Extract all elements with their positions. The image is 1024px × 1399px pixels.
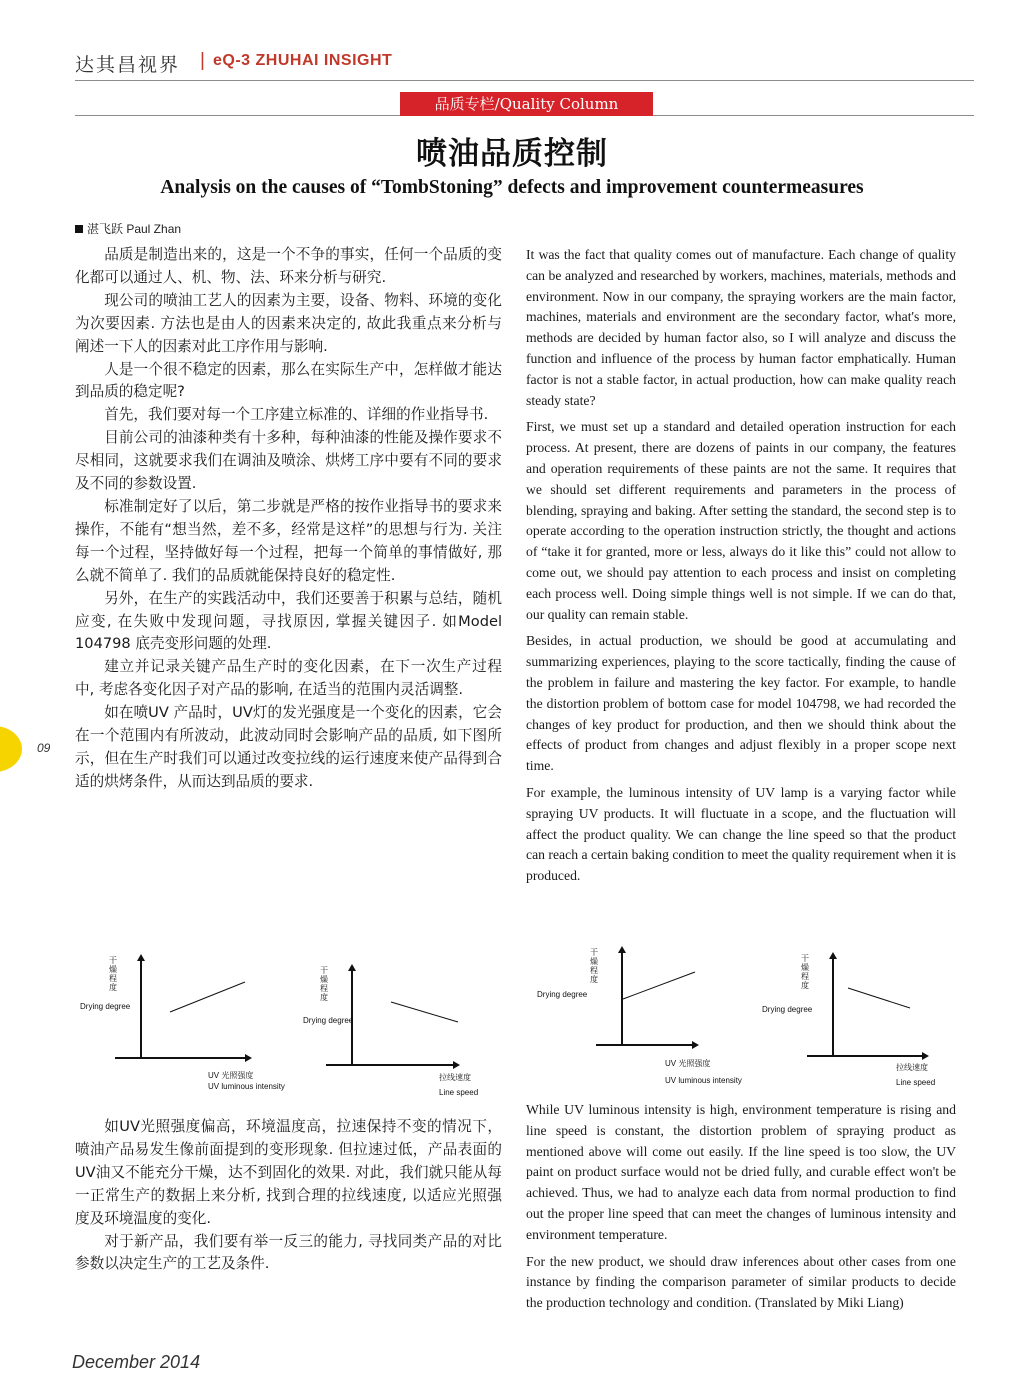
cn-paragraph: 现公司的喷油工艺人的因素为主要，设备、物料、环境的变化为次要因素. 方法也是由人的因素来决定的, 故此我重点来分析与阐述一下人的因素对此工序作用与影响. [75,291,502,355]
en-column-top [526,245,956,893]
chart-xlabel-cn: UV 光照强度 [208,1071,254,1080]
issue-date: December 2014 [72,1352,201,1372]
page-tab-marker [0,726,22,772]
chart-speed-vs-drying-left [303,962,488,1114]
cn-paragraph: 品质是制造出来的，这是一个不争的事实，任何一个品质的变化都可以通过人、机、物、法、环来分析与研究. [75,246,502,286]
en-paragraph: For the new product, we should draw inferences about other cases from one instance by finding the comparison parameter of similar products to decide the production technology and condition. (Translated by Miki Liang) [526,1253,956,1311]
author-byline [75,220,181,237]
chart-ylabel-cn: 干燥程度 [109,956,117,992]
chart-ylabel-en: Drying degree [762,1005,813,1014]
chart-ylabel-cn: 干燥程度 [590,948,598,984]
en-paragraph: While UV luminous intensity is high, environment temperature is rising and line speed is constant, the distortion problem of spraying product as mentioned above will come out easily. If the line speed is too slow, the UV paint on product surface would not be dried fully, and curable effect won't be achieved. Thus, we had to analyze each data from normal production to find out the proper line speed that can meet the changes of luminous intensity and environment temperature. [526,1102,956,1242]
chart-xlabel-cn: 拉线速度 [439,1073,471,1082]
header-separator: | [200,50,205,71]
magazine-name-cn: 达其昌视界 [75,54,181,76]
cn-paragraph: 首先，我们要对每一个工序建立标准的、详细的作业指导书. [104,406,489,424]
cn-paragraph: 另外，在生产的实践活动中，我们还要善于积累与总结，随机应变, 在失败中发现问题，寻找原因, 掌握关键因子. 如Model 104798 底壳变形问题的处理. [75,589,502,653]
chart-speed-vs-drying-right [762,950,957,1105]
column-banner: 品质专栏/Quality Column [400,92,653,116]
cn-paragraph: 如UV光照强度偏高，环境温度高，拉速保持不变的情况下，喷油产品易发生像前面提到的变形现象. 但拉速过低，产品表面的UV油又不能充分干燥，达不到固化的效果. 对此，我们就只能从每一正常生产的数据上来分析, 找到合理的拉线速度, 以适应光照强度及环境温度的变化. [75,1118,502,1227]
cn-paragraph: 对于新产品，我们要有举一反三的能力, 寻找同类产品的对比参数以决定生产的工艺及条件. [75,1232,502,1273]
cn-paragraph: 标准制定好了以后，第二步就是严格的按作业指导书的要求来操作，不能有“想当然，差不多，经常是这样”的思想与行为. 关注每一个过程，坚持做好每一个过程，把每一个简单的事情做好, 那么就不简单了. 我们的品质就能保持良好的稳定性. [75,497,502,584]
cn-paragraph: 人是一个很不稳定的因素，那么在实际生产中，怎样做才能达到品质的稳定呢? [75,360,502,401]
chart-trend-line [170,982,245,1012]
chart-ylabel-en: Drying degree [303,1016,354,1025]
chart-xlabel-en: Line speed [439,1088,479,1097]
chart-xlabel-cn: UV 光照强度 [665,1059,711,1068]
cn-column-top [75,244,502,794]
chart-ylabel-en: Drying degree [80,1002,131,1011]
chart-trend-line [391,1002,458,1022]
article-title-en: Analysis on the causes of “TombStoning” defects and improvement countermeasures [160,177,864,198]
chart-ylabel-cn: 干燥程度 [801,954,809,990]
chart-trend-line [623,972,695,999]
en-paragraph: It was the fact that quality comes out of manufacture. Each change of quality can be analyzed and researched by workers, machines, materials, methods and environment. Now in our company, the spraying workers are the main factor, machines, materials and environment are the secondary factor, what's more, methods are decided by human factor also, so I will analyze and discuss the function and influence of the process by human factor emphatically. Human factor is not a stable factor, in actual production, how can make quality reach steady state? [526,247,956,408]
chart-uv-vs-drying-right [537,944,742,1094]
cn-paragraph: 建立并记录关键产品生产时的变化因素，在下一次生产过程中, 考虑各变化因子对产品的影响, 在适当的范围内灵活调整. [75,658,502,699]
bullet-square-icon [75,225,83,233]
chart-xlabel-en: UV luminous intensity [208,1082,285,1091]
en-paragraph: For example, the luminous intensity of UV lamp is a varying factor while spraying UV products. It will fluctuate in a scope, and the fluctuation will affect the product quality. We can change the line speed so that the product can reach a certain baking condition to meet the quality requirement when it is produced. [526,784,956,884]
chart-trend-line [848,988,910,1008]
magazine-name-en: eQ-3 ZHUHAI INSIGHT [213,52,393,69]
en-column-bottom [526,1100,956,1320]
chart-ylabel-en: Drying degree [537,990,588,999]
en-paragraph: Besides, in actual production, we should be good at accumulating and summarizing experiences, playing to the score tactically, finding the cause of the problem in failure and mastering the key factor. For example, to handle the distortion problem of bottom case for model 104798, we had recorded the changes of key product for production, and then we should think about the effects of product from changes and adjust flexibly in a proper scope next time. [526,633,956,774]
chart-ylabel-cn: 干燥程度 [320,966,328,1002]
en-paragraph: First, we must set up a standard and detailed operation instruction for each process. At present, there are dozens of paints in our company, the features and operation requirements of these paints are not the same. It requires that we should set different requirements and parameters in the process of blending, spraying and baking. After setting the standard, the second step is to operate according to the operation instruction strictly, the thought and actions of “take it for granted, more or less, always do it like this” could not allow to come out, we should pay attention to each process and insist on completing each process well. Doing simple things well is not simple. If we can do that, our quality can remain stable. [526,419,956,622]
chart-plot-area [303,962,488,1114]
chart-plot-area [537,944,727,1094]
page-number: 09 [37,741,51,755]
cn-paragraph: 如在喷UV 产品时，UV灯的发光强度是一个变化的因素，它会在一个范围内有所波动，此波动同时会影响产品的品质, 如下图所示，但在生产时我们可以通过改变拉线的运行速度来使产品得到合适的烘烤条件，从而达到品质的要求. [75,704,502,790]
chart-plot-area [762,950,957,1105]
author-name: 湛飞跃 Paul Zhan [87,222,182,236]
chart-uv-vs-drying-left [80,952,285,1107]
cn-paragraph: 目前公司的油漆种类有十多种，每种油漆的性能及操作要求不尽相同，这就要求我们在调油及喷涂、烘烤工序中要有不同的要求及不同的参数设置. [75,429,502,493]
chart-xlabel-cn: 拉线速度 [896,1063,928,1072]
chart-xlabel-en: UV luminous intensity [665,1076,742,1085]
chart-plot-area [80,952,280,1107]
chart-xlabel-en: Line speed [896,1078,936,1087]
article-title-cn: 喷油品质控制 [416,136,608,172]
cn-column-bottom [75,1116,502,1276]
header-rule-top [75,80,974,81]
